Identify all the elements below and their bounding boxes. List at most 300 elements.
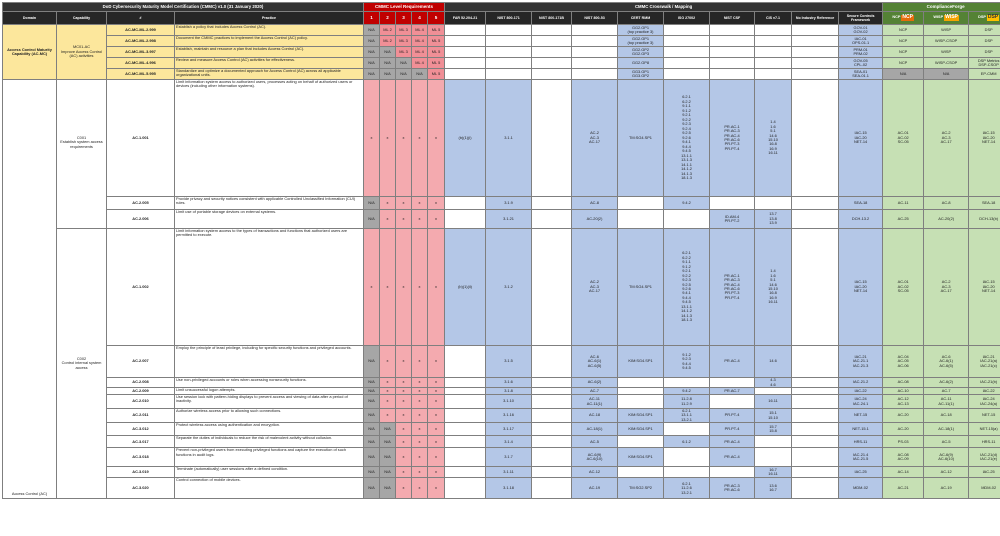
group-complianceforge: ComplianceForge <box>883 3 1000 12</box>
level-1-cell: N/A <box>364 423 380 436</box>
nist-csf-cell: PR.AC-1 PR.AC-3 PR.AC-4 PR.AC-6 PR.PT-3 PR.PT-4 <box>710 229 755 346</box>
cis-cell: 15.1 15.10 <box>755 409 792 423</box>
level-4-cell: x <box>412 346 428 378</box>
practice-id: AC-MC-ML.4.996 <box>107 58 175 69</box>
dsp-cell: IAC-15 IAC-20 NET-14 <box>969 80 1000 197</box>
ncp-cell: AC-04 AC-05 AC-06 <box>883 346 924 378</box>
nist-csf-cell: ID.AM-4 PR.PT-2 <box>710 210 755 229</box>
level-3-cell: ML 3 <box>396 36 412 47</box>
dsp-cell: IAC-21 IAC-21(a) IAC-21(c) <box>969 346 1000 378</box>
cert-rmm-cell: KIM:SG4.SP1 <box>618 346 664 378</box>
nist-800-171b-cell <box>532 423 572 436</box>
level-1-cell: N/A <box>364 47 380 58</box>
ncp-logo: NCP <box>902 14 913 21</box>
iso-27002-cell <box>664 423 710 436</box>
level-1-cell: N/A <box>364 58 380 69</box>
col-cert-rmm: CERT RMM <box>618 12 664 25</box>
no-industry-ref-cell <box>792 388 839 395</box>
practice-text: Terminate (automatically) user sessions after a defined condition. <box>175 467 364 478</box>
nist-800-171-cell <box>486 25 532 36</box>
level-3-cell: x <box>396 423 412 436</box>
no-industry-ref-cell <box>792 423 839 436</box>
wisp-cell: AC-7 <box>924 388 969 395</box>
nist-800-171-cell: 3.1.18 <box>486 478 532 499</box>
level-2-cell: N/A <box>380 58 396 69</box>
level-5-cell: x <box>428 395 445 409</box>
scf-cell: NET-15.1 <box>839 423 883 436</box>
nist-800-53-cell <box>572 47 618 58</box>
nist-800-171-cell: 3.1.10 <box>486 395 532 409</box>
nist-csf-cell: PR.AC-7 <box>710 388 755 395</box>
nist-800-53-cell: AC-6 AC-6(1) AC-6(5) <box>572 346 618 378</box>
practice-text: Establish, maintain and resource a plan that includes Access Control (AC). <box>175 47 364 58</box>
dsp-cell: IAC-21(d) IAC-21(e) <box>969 448 1000 467</box>
level-1-cell: N/A <box>364 346 380 378</box>
col-cis: CIS v7.1 <box>755 12 792 25</box>
dsp-cell: SEA-18 <box>969 197 1000 210</box>
table-row <box>3 210 1000 229</box>
domain-cell: Access Control Maturity Capability (AC-MC) <box>3 25 57 80</box>
no-industry-ref-cell <box>792 58 839 69</box>
level-1-cell: N/A <box>364 448 380 467</box>
nist-800-53-cell: AC-6(2) <box>572 378 618 388</box>
iso-27002-cell: 6.2.1 11.2.6 13.2.1 <box>664 478 710 499</box>
cert-rmm-cell: TM:SG4.SP1 <box>618 80 664 197</box>
level-5-cell: x <box>428 378 445 388</box>
no-industry-ref-cell <box>792 69 839 80</box>
capability-cell: C001 Establish system access requirements <box>57 80 107 229</box>
nist-800-171-cell: 3.1.16 <box>486 409 532 423</box>
table-row <box>3 436 1000 448</box>
far-cell: (b)(1)(ii) <box>445 229 486 346</box>
level-5-cell: x <box>428 80 445 197</box>
level-1-cell: N/A <box>364 25 380 36</box>
ncp-cell: AC-20 <box>883 423 924 436</box>
cis-cell <box>755 25 792 36</box>
practice-text: Provide privacy and security notices consistent with applicable Controlled Unclassified Information (CUI) rules. <box>175 197 364 210</box>
nist-800-53-cell: AC-18 <box>572 409 618 423</box>
nist-csf-cell: PR.AC-1 PR.AC-3 PR.AC-4 PR.AC-6 PR.PT-3 PR.PT-4 <box>710 80 755 197</box>
wisp-cell: AC-2 AC-3 AC-17 <box>924 80 969 197</box>
group-crosswalk: CMMC Crosswalk / Mapping <box>445 3 883 12</box>
practice-text: Prevent non-privileged users from executing privileged functions and capture the execution of such functions in audit logs. <box>175 448 364 467</box>
nist-800-53-cell: AC-8 <box>572 197 618 210</box>
level-4-cell: N/A <box>412 69 428 80</box>
cis-cell: 4.3 4.6 <box>755 378 792 388</box>
practice-text: Limit unsuccessful logon attempts. <box>175 388 364 395</box>
practice-text: Control connection of mobile devices. <box>175 478 364 499</box>
nist-800-171b-cell <box>532 378 572 388</box>
practice-text: Review and measure Access Control (AC) activities for effectiveness. <box>175 58 364 69</box>
nist-800-171-cell: 3.1.1 <box>486 80 532 197</box>
far-cell <box>445 378 486 388</box>
level-3-cell: ML 3 <box>396 25 412 36</box>
nist-800-171b-cell <box>532 58 572 69</box>
scf-cell: PRM-01 PRM-02 <box>839 47 883 58</box>
iso-27002-cell <box>664 210 710 229</box>
iso-27002-cell: 6.2.1 13.1.1 13.2.1 <box>664 409 710 423</box>
wisp-cell: AC-5 <box>924 436 969 448</box>
no-industry-ref-cell <box>792 25 839 36</box>
ncp-cell: NCP <box>883 58 924 69</box>
group-levels: CMMC Level Requirements <box>364 3 445 12</box>
wisp-cell: AC-6 AC-6(1) AC-6(5) <box>924 346 969 378</box>
iso-27002-cell <box>664 25 710 36</box>
practice-id: AC.2.011 <box>107 409 175 423</box>
table-row <box>3 58 1000 69</box>
dsp-cell: IAC-15 IAC-20 NET-14 <box>969 229 1000 346</box>
nist-800-171b-cell <box>532 210 572 229</box>
far-cell <box>445 467 486 478</box>
practice-id: AC.3.019 <box>107 467 175 478</box>
dsp-cell: HRS-11 <box>969 436 1000 448</box>
level-3-cell: x <box>396 409 412 423</box>
no-industry-ref-cell <box>792 478 839 499</box>
level-5-cell: x <box>428 448 445 467</box>
level-1-cell: x <box>364 80 380 197</box>
level-3-cell: ML 3 <box>396 47 412 58</box>
practice-text: Protect wireless access using authentication and encryption. <box>175 423 364 436</box>
no-industry-ref-cell <box>792 409 839 423</box>
cis-cell: 13.6 16.7 <box>755 478 792 499</box>
scf-cell: GOV-05 CPL-02 <box>839 58 883 69</box>
cert-rmm-cell: KIM:SG4.SP1 <box>618 423 664 436</box>
cert-rmm-cell: TM:SG2.SP2 <box>618 478 664 499</box>
iso-27002-cell <box>664 36 710 47</box>
dsp-cell: DSP <box>969 47 1000 58</box>
nist-800-53-cell: AC-2 AC-3 AC-17 <box>572 80 618 197</box>
cis-cell: 14.6 <box>755 346 792 378</box>
cert-rmm-cell: GG3.GP1 GG3.GP2 <box>618 69 664 80</box>
table-row <box>3 346 1000 378</box>
level-1-cell: N/A <box>364 388 380 395</box>
nist-800-171-cell <box>486 36 532 47</box>
practice-text: Separate the duties of individuals to reduce the risk of malevolent activity without collusion. <box>175 436 364 448</box>
scf-cell: IAC-15 IAC-20 NET-14 <box>839 80 883 197</box>
level-4-cell: x <box>412 423 428 436</box>
wisp-cell: AC-18(1) <box>924 423 969 436</box>
table-row <box>3 388 1000 395</box>
practice-id: AC-MC-ML.5.995 <box>107 69 175 80</box>
no-industry-ref-cell <box>792 229 839 346</box>
cert-rmm-cell: KIM:SG4.SP1 <box>618 448 664 467</box>
scf-cell: IAC-21.2 <box>839 378 883 388</box>
cert-rmm-cell: TM:SG4.SP1 <box>618 229 664 346</box>
iso-27002-cell <box>664 69 710 80</box>
col-far: FAR 52.204-21 <box>445 12 486 25</box>
iso-27002-cell: 9.4.2 <box>664 197 710 210</box>
level-3-cell: x <box>396 346 412 378</box>
dsp-cell: IAC-24 IAC-24(a) <box>969 395 1000 409</box>
level-2-cell: x <box>380 378 396 388</box>
scf-cell: HRS-11 <box>839 436 883 448</box>
nist-800-171-cell: 3.1.4 <box>486 436 532 448</box>
ncp-cell: AC-11 <box>883 197 924 210</box>
iso-27002-cell <box>664 448 710 467</box>
level-5-cell: ML 5 <box>428 25 445 36</box>
far-cell <box>445 69 486 80</box>
nist-800-171-cell: 3.1.5 <box>486 346 532 378</box>
level-3-cell: N/A <box>396 58 412 69</box>
scf-cell: IAC-21.4 IAC-21.5 <box>839 448 883 467</box>
nist-800-171-cell: 3.1.11 <box>486 467 532 478</box>
nist-800-171b-cell <box>532 395 572 409</box>
col-nist-800-171: NIST 800-171 <box>486 12 532 25</box>
level-1-cell: N/A <box>364 197 380 210</box>
nist-800-171b-cell <box>532 25 572 36</box>
nist-800-53-cell: AC-18(1) <box>572 423 618 436</box>
dsp-cell: DCH-13(b) <box>969 210 1000 229</box>
practice-id: AC-MC-ML.2.998 <box>107 36 175 47</box>
no-industry-ref-cell <box>792 197 839 210</box>
iso-27002-cell <box>664 47 710 58</box>
nist-800-53-cell: AC-11 AC-11(1) <box>572 395 618 409</box>
sheet-title: DoD Cybersecurity Maturity Model Certification (CMMC) v1.0 (31 January 2020) <box>3 3 364 12</box>
scf-cell: DCH-13.2 <box>839 210 883 229</box>
iso-27002-cell <box>664 378 710 388</box>
nist-csf-cell <box>710 467 755 478</box>
table-row <box>3 197 1000 210</box>
cis-cell <box>755 448 792 467</box>
col-number: # <box>107 12 175 25</box>
wisp-cell: AC-12 <box>924 467 969 478</box>
level-2-cell: x <box>380 409 396 423</box>
level-2-cell: x <box>380 395 396 409</box>
dsp-cell: MDM-02 <box>969 478 1000 499</box>
col-level-3: 3 <box>396 12 412 25</box>
no-industry-ref-cell <box>792 346 839 378</box>
level-5-cell: x <box>428 229 445 346</box>
nist-800-171b-cell <box>532 69 572 80</box>
nist-800-53-cell: AC-6(9) AC-6(10) <box>572 448 618 467</box>
scf-cell: IAC-21 IAC-21.1 IAC-21.3 <box>839 346 883 378</box>
level-5-cell: ML 5 <box>428 69 445 80</box>
level-4-cell: x <box>412 210 428 229</box>
level-2-cell: x <box>380 210 396 229</box>
nist-800-53-cell <box>572 69 618 80</box>
cert-rmm-cell: KIM:SG4.SP1 <box>618 409 664 423</box>
nist-800-171-cell: 3.1.2 <box>486 229 532 346</box>
wisp-cell: AC-2 AC-3 AC-17 <box>924 229 969 346</box>
cis-cell: 15.7 15.8 <box>755 423 792 436</box>
level-4-cell: x <box>412 395 428 409</box>
no-industry-ref-cell <box>792 436 839 448</box>
level-3-cell: N/A <box>396 69 412 80</box>
practice-text: Standardize and optimize a documented approach for Access Control (AC) across all applicable organizational units. <box>175 69 364 80</box>
scf-cell: SEA-01 SEA-01.1 <box>839 69 883 80</box>
far-cell: (b)(1)(i) <box>445 80 486 197</box>
cis-cell <box>755 47 792 58</box>
nist-csf-cell <box>710 197 755 210</box>
level-4-cell: x <box>412 229 428 346</box>
col-dsp: DSP DSP <box>969 12 1000 25</box>
col-level-2: 2 <box>380 12 396 25</box>
ncp-cell: AC-08 AC-09 <box>883 448 924 467</box>
cert-rmm-cell <box>618 395 664 409</box>
far-cell <box>445 47 486 58</box>
level-2-cell: N/A <box>380 69 396 80</box>
capability-cell: C002 Control internal system access <box>57 229 107 499</box>
nist-800-53-cell <box>572 25 618 36</box>
nist-csf-cell <box>710 58 755 69</box>
level-3-cell: x <box>396 80 412 197</box>
level-3-cell: x <box>396 210 412 229</box>
cert-rmm-cell: GG2.GP2 GG2.GP3 <box>618 47 664 58</box>
practice-text: Establish a policy that includes Access Control (AC). <box>175 25 364 36</box>
level-5-cell: x <box>428 346 445 378</box>
far-cell <box>445 197 486 210</box>
col-level-5: 5 <box>428 12 445 25</box>
col-no-industry-ref: No Industry Reference <box>792 12 839 25</box>
table-row <box>3 409 1000 423</box>
ncp-cell: NCP <box>883 25 924 36</box>
level-1-cell: N/A <box>364 36 380 47</box>
level-5-cell: ML 5 <box>428 47 445 58</box>
practice-id: AC.3.017 <box>107 436 175 448</box>
level-4-cell: ML 4 <box>412 58 428 69</box>
cert-rmm-cell <box>618 210 664 229</box>
ncp-cell: NCP <box>883 36 924 47</box>
dsp-cell: DSP Metrics DSP-CSOP <box>969 58 1000 69</box>
wisp-logo: WISP <box>945 14 958 21</box>
level-2-cell: ML 2 <box>380 25 396 36</box>
no-industry-ref-cell <box>792 47 839 58</box>
wisp-cell: AC-6(2) <box>924 378 969 388</box>
scf-cell: IAC-22 <box>839 388 883 395</box>
ncp-cell: AC-12 AC-13 <box>883 395 924 409</box>
col-capability: Capability <box>57 12 107 25</box>
scf-cell: SEA-18 <box>839 197 883 210</box>
cis-cell: 16.7 16.11 <box>755 467 792 478</box>
cis-cell: 1.4 1.6 5.1 14.6 15.10 16.8 16.9 16.11 <box>755 229 792 346</box>
level-4-cell: x <box>412 388 428 395</box>
iso-27002-cell: 6.2.1 6.2.2 9.1.1 9.1.2 9.2.1 9.2.2 9.2.3 9.2.5 9.2.6 9.4.1 9.4.4 9.4.5 13.1.1 14.1.2 14.1.3 18.1.3 <box>664 229 710 346</box>
level-1-cell: N/A <box>364 69 380 80</box>
nist-800-171b-cell <box>532 80 572 197</box>
practice-id: AC-MC-ML.2.999 <box>107 25 175 36</box>
nist-csf-cell <box>710 25 755 36</box>
dsp-cell: EP-CMM <box>969 69 1000 80</box>
table-row <box>3 448 1000 467</box>
practice-text: Document the CMMC practices to implement the Access Control (AC) policy. <box>175 36 364 47</box>
practice-text: Authorize wireless access prior to allowing such connections. <box>175 409 364 423</box>
level-3-cell: x <box>396 197 412 210</box>
nist-csf-cell: PR.PT-4 <box>710 409 755 423</box>
far-cell <box>445 210 486 229</box>
wisp-cell: AC-20(2) <box>924 210 969 229</box>
level-4-cell: x <box>412 448 428 467</box>
cert-rmm-cell: GG2.GP8 <box>618 58 664 69</box>
practice-text: Use session lock with pattern-hiding displays to prevent access and viewing of data after a period of inactivity. <box>175 395 364 409</box>
col-wisp: WISP WISP <box>924 12 969 25</box>
level-4-cell: x <box>412 478 428 499</box>
far-cell <box>445 346 486 378</box>
table-row <box>3 69 1000 80</box>
level-5-cell: x <box>428 478 445 499</box>
practice-text: Limit use of portable storage devices on external systems. <box>175 210 364 229</box>
far-cell <box>445 25 486 36</box>
capability-cell: MC01-AC Improve Access Control (AC) activities <box>57 25 107 80</box>
ncp-cell: AC-25 <box>883 210 924 229</box>
nist-800-171-cell <box>486 47 532 58</box>
nist-800-53-cell: AC-20(2) <box>572 210 618 229</box>
practice-id: AC-MC-ML.3.997 <box>107 47 175 58</box>
level-2-cell: ML 2 <box>380 36 396 47</box>
ncp-cell: AC-01 AC-02 SC-05 <box>883 80 924 197</box>
nist-800-53-cell: AC-5 <box>572 436 618 448</box>
no-industry-ref-cell <box>792 467 839 478</box>
level-5-cell: x <box>428 436 445 448</box>
ncp-cell: AC-20 <box>883 409 924 423</box>
practice-text: Limit information system access to the types of transactions and functions that authorized users are permitted to execute. <box>175 229 364 346</box>
nist-800-171b-cell <box>532 436 572 448</box>
col-level-1: 1 <box>364 12 380 25</box>
ncp-cell: AC-21 <box>883 478 924 499</box>
no-industry-ref-cell <box>792 80 839 197</box>
no-industry-ref-cell <box>792 210 839 229</box>
ncp-cell: NCP <box>883 47 924 58</box>
level-2-cell: x <box>380 388 396 395</box>
wisp-cell: WISP <box>924 47 969 58</box>
far-cell <box>445 478 486 499</box>
nist-csf-cell: PR.AC-3 PR.AC-6 <box>710 478 755 499</box>
nist-800-171b-cell <box>532 478 572 499</box>
iso-27002-cell: 6.1.2 <box>664 436 710 448</box>
nist-800-171-cell: 3.1.9 <box>486 197 532 210</box>
wisp-cell: AC-18 <box>924 409 969 423</box>
level-2-cell: x <box>380 346 396 378</box>
nist-800-171-cell <box>486 58 532 69</box>
level-3-cell: x <box>396 378 412 388</box>
ncp-cell: N/A <box>883 69 924 80</box>
level-2-cell: N/A <box>380 47 396 58</box>
level-3-cell: x <box>396 478 412 499</box>
scf-cell: IAC-15 IAC-20 NET-14 <box>839 229 883 346</box>
scf-cell: MDM-02 <box>839 478 883 499</box>
level-4-cell: ML 4 <box>412 25 428 36</box>
dsp-cell: NET-15(a) <box>969 423 1000 436</box>
practice-text: Limit information system access to authorized users, processes acting on behalf of authorized users or devices (including other information systems). <box>175 80 364 197</box>
level-1-cell: N/A <box>364 395 380 409</box>
practice-text: Use non-privileged accounts or roles when accessing nonsecurity functions. <box>175 378 364 388</box>
table-row <box>3 378 1000 388</box>
cis-cell <box>755 36 792 47</box>
level-5-cell: x <box>428 467 445 478</box>
level-4-cell: x <box>412 378 428 388</box>
level-5-cell: x <box>428 388 445 395</box>
nist-csf-cell <box>710 69 755 80</box>
no-industry-ref-cell <box>792 448 839 467</box>
table-row <box>3 80 1000 197</box>
ncp-cell: PS-03 <box>883 436 924 448</box>
wisp-cell: AC-8 <box>924 197 969 210</box>
far-cell <box>445 436 486 448</box>
cmmc-crosswalk-table <box>2 2 1000 499</box>
practice-id: AC.3.012 <box>107 423 175 436</box>
nist-800-171b-cell <box>532 229 572 346</box>
cert-rmm-cell <box>618 388 664 395</box>
nist-800-171b-cell <box>532 409 572 423</box>
practice-id: AC.3.020 <box>107 478 175 499</box>
level-3-cell: x <box>396 229 412 346</box>
level-1-cell: N/A <box>364 409 380 423</box>
iso-27002-cell <box>664 467 710 478</box>
level-1-cell: x <box>364 229 380 346</box>
nist-csf-cell: PR.AC-4 <box>710 346 755 378</box>
table-row <box>3 47 1000 58</box>
nist-csf-cell <box>710 378 755 388</box>
practice-id: AC.2.010 <box>107 395 175 409</box>
